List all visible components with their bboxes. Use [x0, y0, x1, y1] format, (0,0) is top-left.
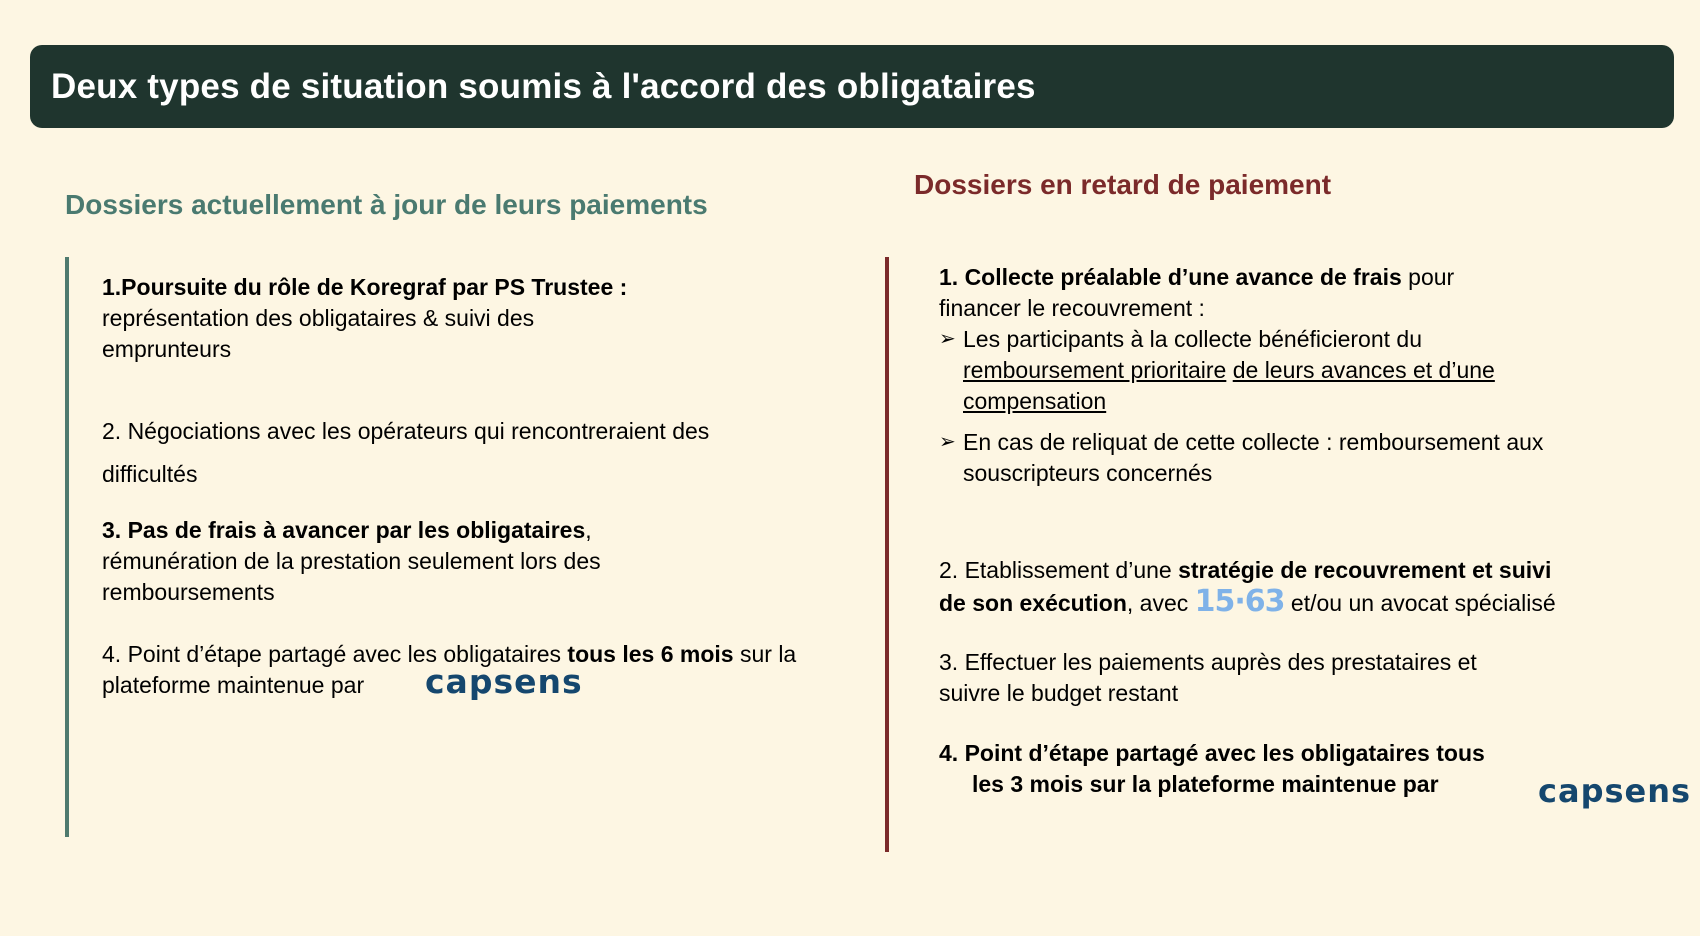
- right-bullet-1: [939, 324, 1639, 417]
- right-item-2-part2: , avec: [1126, 590, 1195, 616]
- capsens-logo-right: capsens: [1538, 772, 1692, 810]
- right-item-4: [939, 738, 1579, 800]
- right-column-heading: Dossiers en retard de paiement: [914, 169, 1332, 200]
- right-item-2: [939, 555, 1679, 619]
- left-item-3-title: 3. Pas de frais à avancer par les obligataires: [102, 517, 586, 543]
- right-bullet-2-line1: En cas de reliquat de cette collecte : remboursement aux: [963, 429, 1544, 455]
- left-divider: [65, 257, 69, 837]
- right-bullet-1-u3: compensation: [963, 388, 1107, 414]
- left-item-4-part1: 4. Point d’étape partagé avec les obligataires: [102, 641, 568, 667]
- arrow-bullet-icon: ➢: [939, 328, 956, 350]
- right-bullet-1-line1: Les participants à la collecte bénéficieront du: [963, 326, 1423, 352]
- left-item-4-part2: sur la: [733, 641, 797, 667]
- left-item-4-line2: plateforme maintenue par: [102, 672, 365, 698]
- right-item-4-line1: 4. Point d’étape partagé avec les obligataires tous: [939, 740, 1485, 766]
- left-item-1-line3: emprunteurs: [102, 336, 232, 362]
- left-item-3-comma: ,: [585, 517, 592, 543]
- right-item-1: [939, 262, 1639, 489]
- right-item-2-bold2: de son exécution: [939, 590, 1127, 616]
- right-item-4-line2: les 3 mois sur la plateforme maintenue par: [972, 771, 1439, 797]
- page-title: Deux types de situation soumis à l'accord des obligataires: [51, 66, 1036, 106]
- right-item-3: [939, 647, 1679, 709]
- left-item-1-line2: représentation des obligataires & suivi des: [102, 305, 535, 331]
- 1563-logo: 15·63: [1194, 584, 1285, 619]
- left-item-2-line1: 2. Négociations avec les opérateurs qui rencontreraient des: [102, 418, 710, 444]
- right-bullet-2: [939, 427, 1639, 489]
- left-item-3: [102, 515, 822, 608]
- right-item-3-line2: suivre le budget restant: [939, 680, 1179, 706]
- left-item-3-line2: rémunération de la prestation seulement lors des: [102, 548, 601, 574]
- right-item-1-rest: pour: [1401, 264, 1455, 290]
- left-column-heading: Dossiers actuellement à jour de leurs paiements: [65, 189, 708, 220]
- left-item-3-line3: remboursements: [102, 579, 275, 605]
- right-divider: [885, 257, 889, 852]
- right-item-2-bold1: stratégie de recouvrement et suivi: [1178, 557, 1552, 583]
- left-item-2-line2: difficultés: [102, 461, 198, 487]
- right-item-2-part3: et/ou un avocat spécialisé: [1284, 590, 1556, 616]
- title-bar: [30, 45, 1674, 128]
- arrow-bullet-icon: ➢: [939, 431, 956, 453]
- capsens-logo-left: capsens: [425, 662, 583, 701]
- right-item-1-title: 1. Collecte préalable d’une avance de frais: [939, 264, 1402, 290]
- right-bullet-1-u2: de leurs avances et d’une: [1232, 357, 1495, 383]
- right-item-2-part1: 2. Etablissement d’une: [939, 557, 1179, 583]
- left-item-1: [102, 272, 802, 365]
- right-item-3-line1: 3. Effectuer les paiements auprès des prestataires et: [939, 649, 1477, 675]
- left-item-1-title: 1.Poursuite du rôle de Koregraf par PS Trustee :: [102, 274, 628, 300]
- left-item-2: [102, 410, 862, 496]
- right-bullet-2-line2: souscripteurs concernés: [963, 460, 1213, 486]
- left-item-4-bold: tous les 6 mois: [567, 641, 734, 667]
- right-item-1-line2: financer le recouvrement :: [939, 295, 1205, 321]
- right-bullet-1-u1: remboursement prioritaire: [963, 357, 1227, 383]
